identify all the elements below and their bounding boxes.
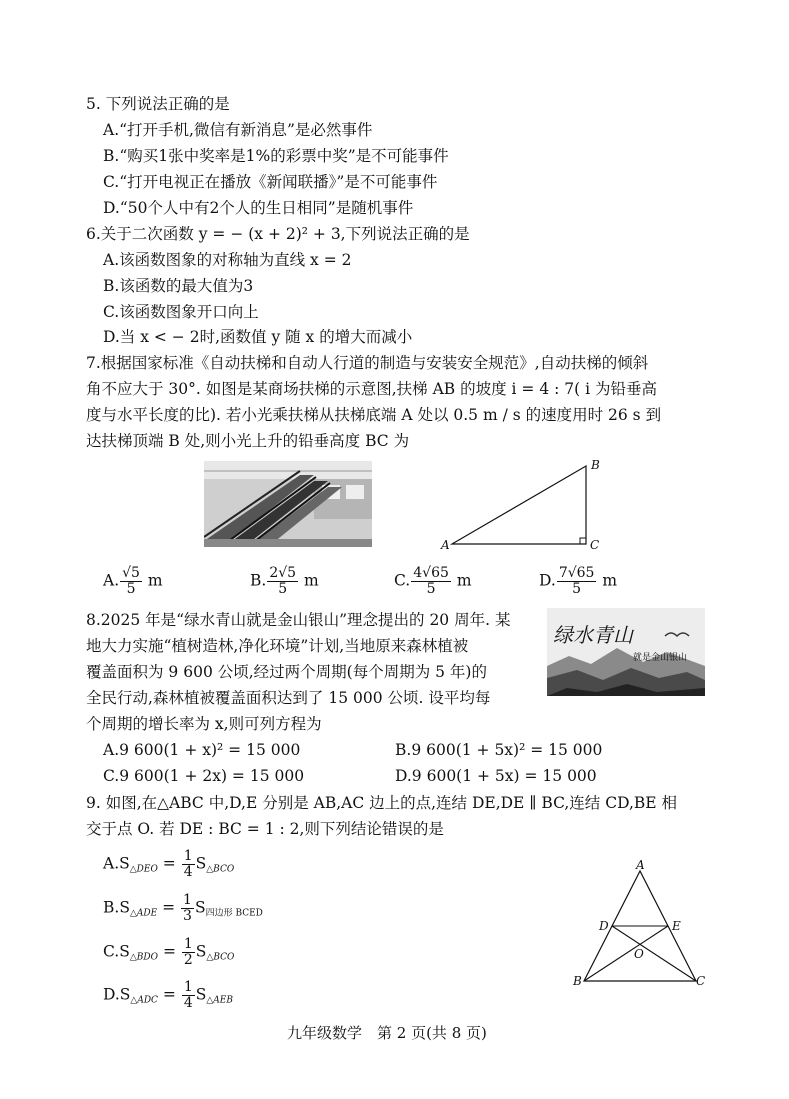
- q9-option-a: $A.S_{\triangle DEO}$ = $\frac{1}{4}$ $S_{\triangle BCO}$: [103, 848, 235, 880]
- slope-triangle-figure: [440, 458, 610, 558]
- q7-a-denominator: 5: [126, 581, 136, 597]
- q5-option-c: C.“打开电视正在播放《新闻联播》”是不可能事件: [103, 173, 438, 191]
- q7-line-1: 7.根据国家标准《自动扶梯和自动人行道的制造与安装安全规范》,自动扶梯的倾斜: [86, 354, 649, 372]
- q6-stem: 6.关于二次函数 y = − (x + 2)² + 3,下列说法正确的是: [86, 225, 470, 243]
- q7-line-3: 度与水平长度的比). 若小光乘扶梯从扶梯底端 A 处以 0.5 m / s 的速度用时 26 s 到: [86, 406, 662, 424]
- escalator-photo: [204, 461, 372, 547]
- green-mountains-picture: [547, 608, 705, 696]
- fig7-label-a: A: [441, 538, 450, 552]
- q6-option-d: D.当 x < − 2时,函数值 y 随 x 的增大而减小: [103, 328, 413, 346]
- q8-option-d: D.9 600(1 + 5x) = 15 000: [395, 767, 597, 785]
- fig9-label-c: C: [696, 974, 706, 988]
- q5-option-d: D.“50个人中有2个人的生日相同”是随机事件: [103, 199, 414, 217]
- q6-option-b: B.该函数的最大值为3: [103, 277, 254, 295]
- fig9-label-b: B: [573, 974, 582, 988]
- q5-option-b: B.“购买1张中奖率是1%的彩票中奖”是不可能事件: [103, 147, 449, 165]
- q7-option-c: C. $\frac{4√65}{5}$ m: [394, 565, 472, 597]
- q8-option-b: B.9 600(1 + 5x)² = 15 000: [395, 741, 603, 759]
- q8-line-3: 覆盖面积为 9 600 公顷,经过两个周期(每个周期为 5 年)的: [86, 663, 487, 681]
- q7-a-numerator: √5: [122, 565, 140, 581]
- q8-line-1: 8.2025 年是“绿水青山就是金山银山”理念提出的 20 周年. 某: [86, 611, 511, 629]
- q7-line-4: 达扶梯顶端 B 处,则小光上升的铅垂高度 BC 为: [86, 432, 410, 450]
- page-footer: 九年级数学 第 2 页(共 8 页): [287, 1024, 487, 1042]
- fig9-label-d: D: [599, 919, 609, 933]
- q7-c-denominator: 5: [426, 581, 436, 597]
- fig9-label-e: E: [672, 919, 681, 933]
- picture-title: 绿水青山: [553, 623, 633, 647]
- fig9-label-a: A: [636, 858, 645, 872]
- q8-line-4: 全民行动,森林植被覆盖面积达到了 15 000 公顷. 设平均每: [86, 689, 491, 707]
- fig9-label-o: O: [634, 947, 644, 961]
- q9-line-2: 交于点 O. 若 DE : BC = 1 : 2,则下列结论错误的是: [86, 820, 444, 838]
- q8-option-c: C.9 600(1 + 2x) = 15 000: [103, 767, 305, 785]
- fig7-label-c: C: [590, 538, 600, 552]
- q8-line-5: 个周期的增长率为 x,则可列方程为: [86, 715, 322, 733]
- q7-option-d: D. $\frac{7√65}{5}$ m: [539, 565, 618, 597]
- q9-option-d: $D.S_{\triangle ADC}$ = $\frac{1}{4}$ $S_{\triangle AEB}$: [103, 979, 233, 1011]
- q5-option-a: A.“打开手机,微信有新消息”是必然事件: [103, 121, 373, 139]
- q7-b-numerator: 2√5: [269, 565, 297, 581]
- q7-c-numerator: 4√65: [413, 565, 449, 581]
- q7-d-denominator: 5: [572, 581, 582, 597]
- q7-line-2: 角不应大于 30°. 如图是某商场扶梯的示意图,扶梯 AB 的坡度 i = 4 : 7( i 为铅垂高: [86, 380, 658, 398]
- q9-option-b: $B.S_{\triangle ADE}$ = $\frac{1}{3}$ S四边形 BCED: [103, 892, 263, 924]
- q7-option-b: B. $\frac{2√5}{5}$ m: [250, 565, 319, 597]
- q7-d-numerator: 7√65: [558, 565, 595, 581]
- triangle-abc-figure: [570, 855, 710, 995]
- q6-option-c: C.该函数图象开口向上: [103, 303, 259, 321]
- q8-line-2: 地大力实施“植树造林,净化环境”计划,当地原来森林植被: [86, 637, 469, 655]
- q7-b-denominator: 5: [278, 581, 288, 597]
- q7-option-a: A. $\frac{√5}{5}$ m: [103, 565, 163, 597]
- fig7-label-b: B: [591, 458, 600, 472]
- q6-option-a: A.该函数图象的对称轴为直线 x = 2: [103, 251, 352, 269]
- picture-subtitle: 就是金山银山: [633, 653, 688, 663]
- q5-stem: 5. 下列说法正确的是: [86, 95, 230, 113]
- q9-line-1: 9. 如图,在△ABC 中,D,E 分别是 AB,AC 边上的点,连结 DE,DE ∥ BC,连结 CD,BE 相: [86, 794, 678, 812]
- q9-option-c: $C.S_{\triangle BDO}$ = $\frac{1}{2}$ $S_{\triangle BCO}$: [103, 936, 235, 968]
- q8-option-a: A.9 600(1 + x)² = 15 000: [103, 741, 301, 759]
